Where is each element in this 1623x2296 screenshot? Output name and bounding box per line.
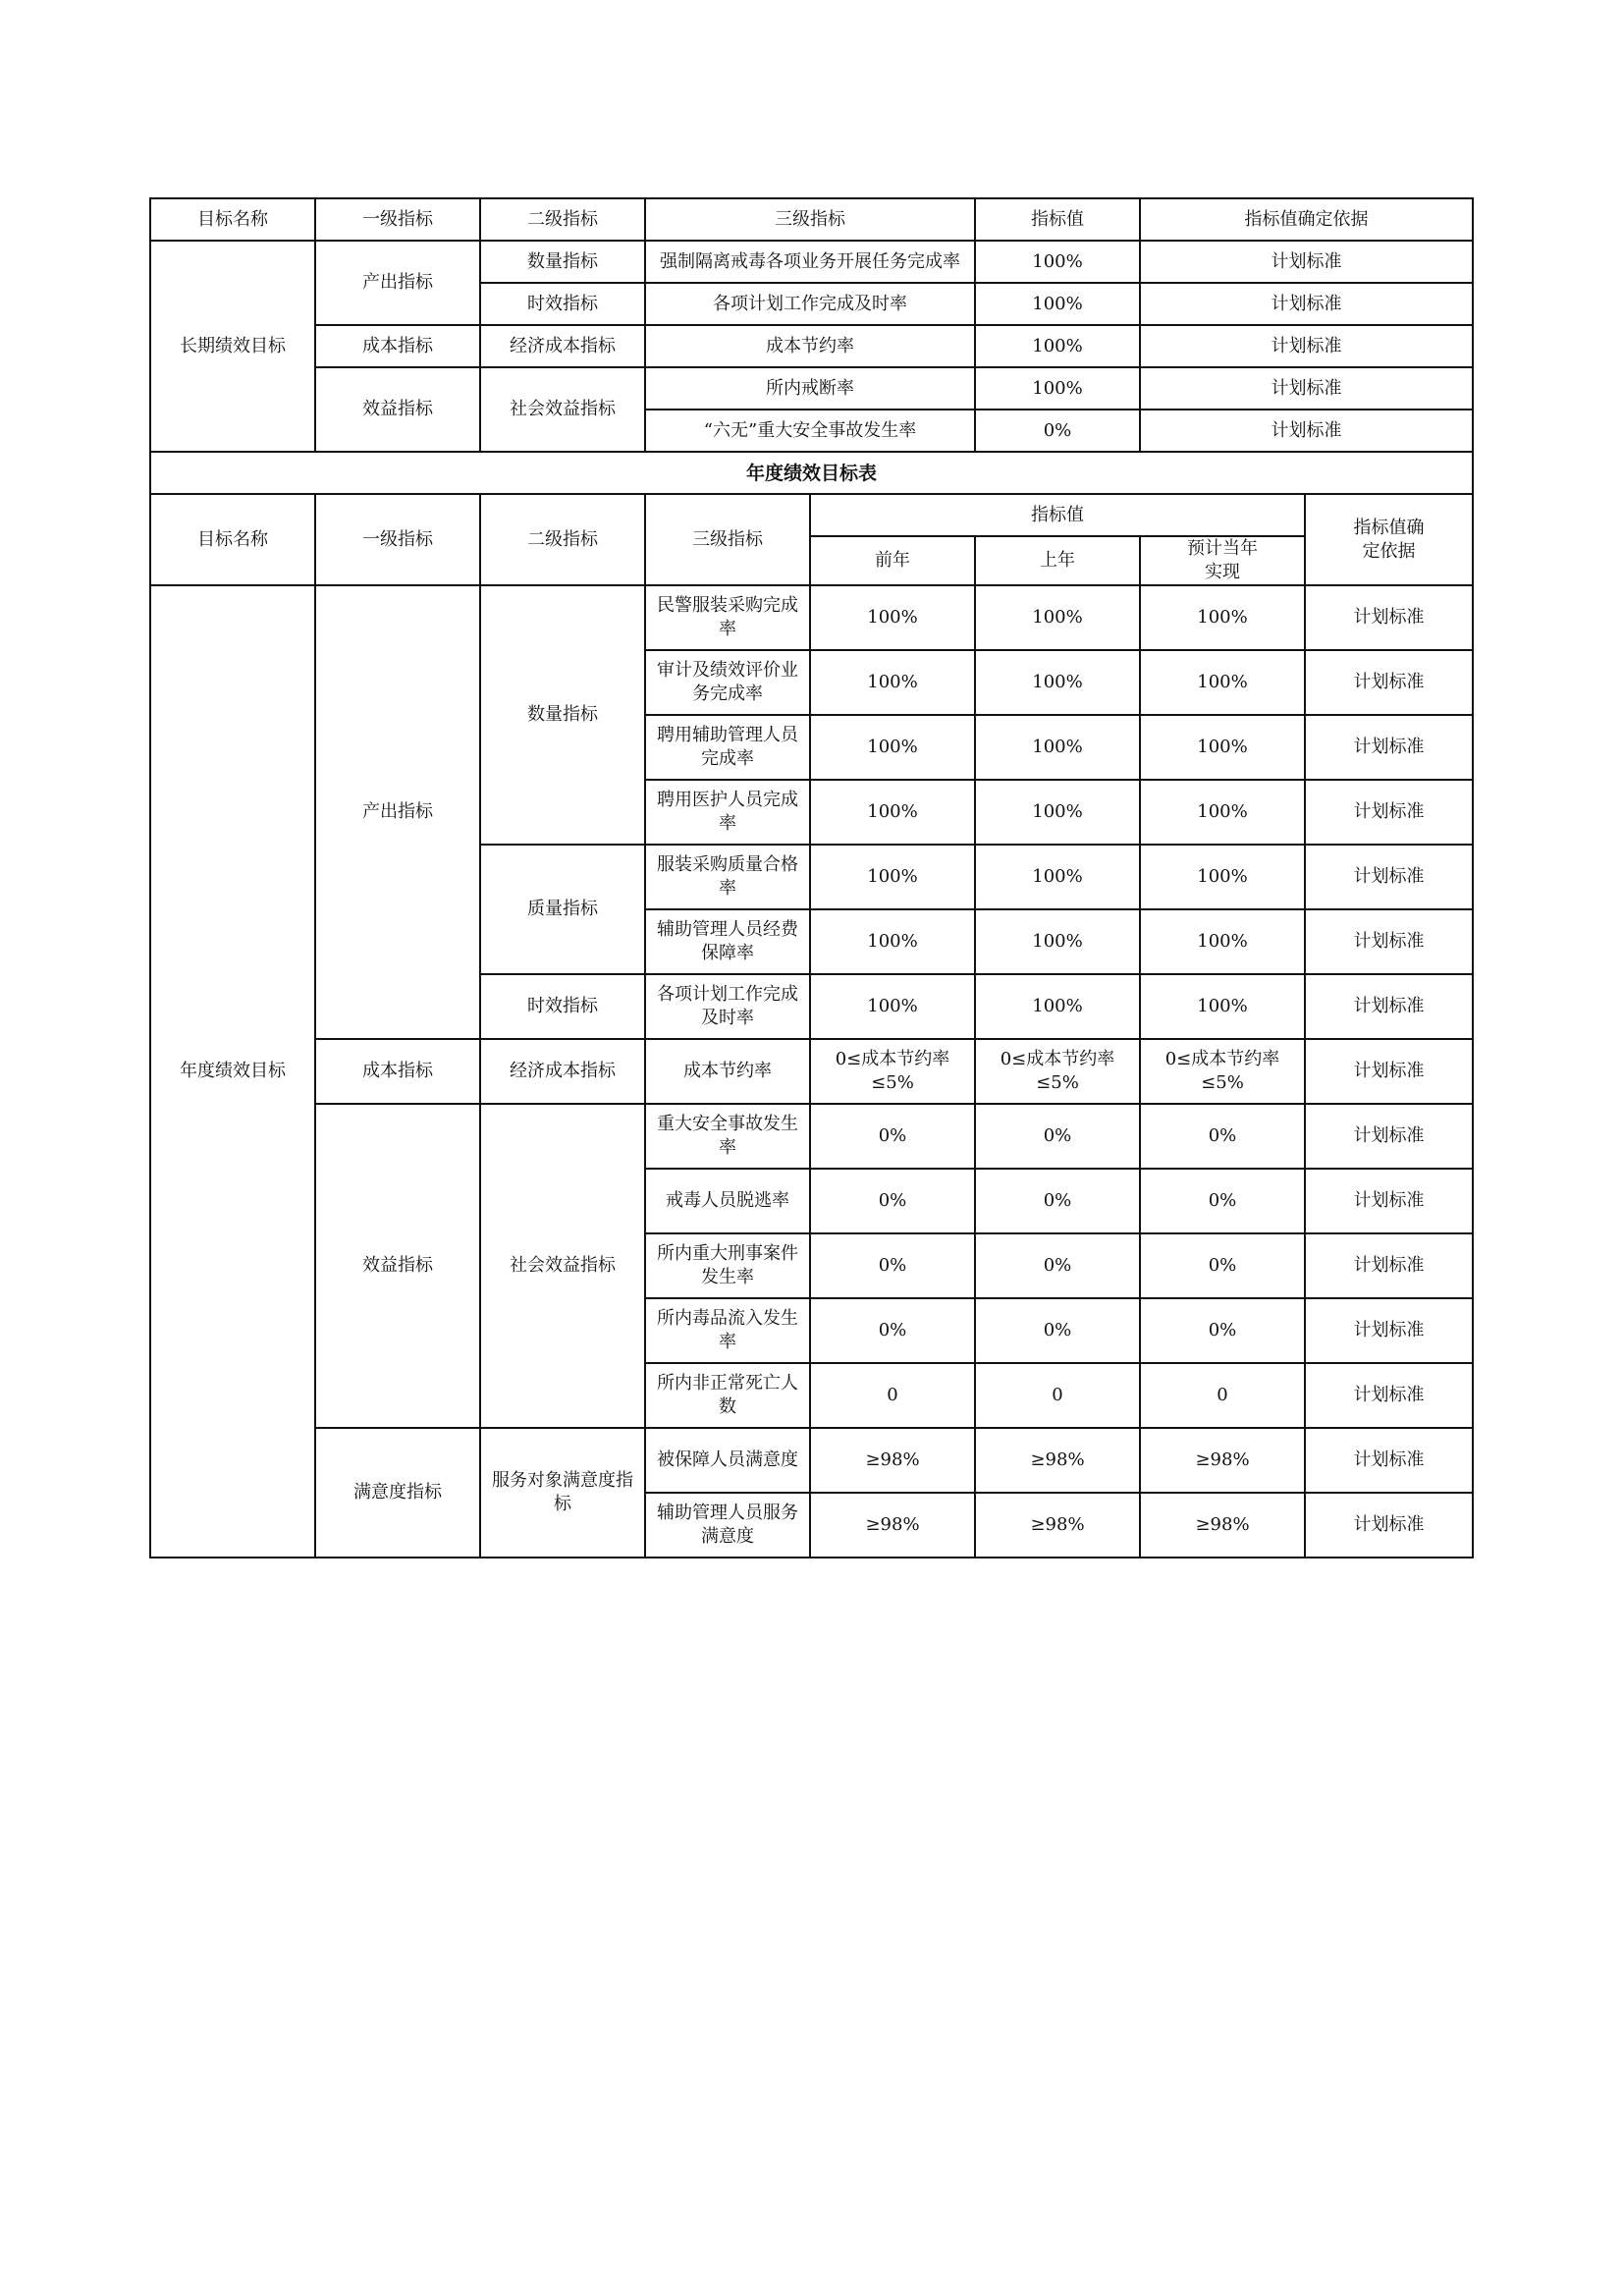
basis-cell: 计划标准 [1140,241,1473,283]
table-row [150,1104,1473,1169]
last-cell: 100% [975,715,1140,780]
basis-cell: 计划标准 [1140,410,1473,452]
table-row [150,1428,1473,1493]
last-cell: 0 [975,1363,1140,1428]
level3-cell: 所内毒品流入发生率 [645,1298,810,1363]
last-cell: 0% [975,1233,1140,1298]
current-cell: 100% [1140,715,1305,780]
annual-header-row [150,494,1473,536]
prev-cell: 100% [810,974,975,1039]
table-row [150,1039,1473,1104]
value-cell: 100% [975,325,1140,367]
prev-cell: 0≤成本节约率≤5% [810,1039,975,1104]
current-cell: 0% [1140,1104,1305,1169]
annual-goal-label: 年度绩效目标 [150,585,315,1558]
annual-title-row [150,452,1473,494]
level1-cell: 产出指标 [315,585,480,1039]
prev-cell: ≥98% [810,1428,975,1493]
last-cell: ≥98% [975,1428,1140,1493]
value-cell: 100% [975,283,1140,325]
header-level3: 三级指标 [645,198,975,241]
level3-cell: 被保障人员满意度 [645,1428,810,1493]
header-current-year: 预计当年实现 [1140,536,1305,585]
basis-cell: 计划标准 [1305,1428,1473,1493]
level2-cell: 社会效益指标 [480,367,645,452]
level3-cell: 戒毒人员脱逃率 [645,1169,810,1233]
level3-cell: 服装采购质量合格率 [645,845,810,909]
prev-cell: ≥98% [810,1493,975,1558]
basis-cell: 计划标准 [1305,1039,1473,1104]
level3-cell: 审计及绩效评价业务完成率 [645,650,810,715]
long-term-section [150,198,1473,494]
current-cell: 0% [1140,1298,1305,1363]
basis-cell: 计划标准 [1305,1233,1473,1298]
level2-cell: 服务对象满意度指标 [480,1428,645,1558]
last-cell: 100% [975,650,1140,715]
annual-section [150,494,1473,1558]
level1-cell: 效益指标 [315,367,480,452]
prev-cell: 100% [810,585,975,650]
last-cell: 100% [975,845,1140,909]
performance-goals-table [149,197,1474,1558]
basis-cell: 计划标准 [1305,650,1473,715]
value-cell: 0% [975,410,1140,452]
level3-cell: 辅助管理人员经费保障率 [645,909,810,974]
level3-cell: 所内戒断率 [645,367,975,410]
level3-cell: 所内非正常死亡人数 [645,1363,810,1428]
basis-cell: 计划标准 [1305,909,1473,974]
level1-cell: 产出指标 [315,241,480,325]
header-goal-name: 目标名称 [150,198,315,241]
prev-cell: 0% [810,1169,975,1233]
level3-cell: 聘用医护人员完成率 [645,780,810,845]
prev-cell: 0 [810,1363,975,1428]
level1-cell: 成本指标 [315,1039,480,1104]
prev-cell: 100% [810,845,975,909]
basis-cell: 计划标准 [1305,1363,1473,1428]
level1-cell: 满意度指标 [315,1428,480,1558]
last-cell: 0% [975,1104,1140,1169]
level1-cell: 成本指标 [315,325,480,367]
level3-cell: 聘用辅助管理人员完成率 [645,715,810,780]
current-cell: 0 [1140,1363,1305,1428]
header-value: 指标值 [975,198,1140,241]
header-prev-year: 前年 [810,536,975,585]
basis-cell: 计划标准 [1305,1298,1473,1363]
level3-cell: 强制隔离戒毒各项业务开展任务完成率 [645,241,975,283]
value-cell: 100% [975,241,1140,283]
basis-cell: 计划标准 [1305,1493,1473,1558]
last-cell: 0% [975,1169,1140,1233]
current-cell: 100% [1140,909,1305,974]
table-row [150,367,1473,410]
basis-cell: 计划标准 [1305,974,1473,1039]
current-cell: 100% [1140,780,1305,845]
table-row [150,325,1473,367]
level3-cell: “六无”重大安全事故发生率 [645,410,975,452]
level2-cell: 数量指标 [480,241,645,283]
header-basis: 指标值确定依据 [1140,198,1473,241]
last-cell: 100% [975,780,1140,845]
prev-cell: 100% [810,780,975,845]
header-level1: 一级指标 [315,494,480,585]
level3-cell: 民警服装采购完成率 [645,585,810,650]
long-term-header-row [150,198,1473,241]
level3-cell: 所内重大刑事案件发生率 [645,1233,810,1298]
level2-cell: 经济成本指标 [480,325,645,367]
prev-cell: 100% [810,715,975,780]
basis-cell: 计划标准 [1140,325,1473,367]
basis-cell: 计划标准 [1305,780,1473,845]
current-cell: 100% [1140,974,1305,1039]
level3-cell: 各项计划工作完成及时率 [645,283,975,325]
last-cell: 100% [975,974,1140,1039]
last-cell: 0% [975,1298,1140,1363]
level2-cell: 质量指标 [480,845,645,974]
header-basis: 指标值确定依据 [1305,494,1473,585]
current-cell: 100% [1140,585,1305,650]
last-cell: 0≤成本节约率≤5% [975,1039,1140,1104]
value-cell: 100% [975,367,1140,410]
header-level2: 二级指标 [480,198,645,241]
level3-cell: 辅助管理人员服务满意度 [645,1493,810,1558]
current-cell: 0% [1140,1169,1305,1233]
basis-cell: 计划标准 [1305,585,1473,650]
prev-cell: 0% [810,1104,975,1169]
level2-cell: 时效指标 [480,283,645,325]
level2-cell: 经济成本指标 [480,1039,645,1104]
current-cell: 0≤成本节约率≤5% [1140,1039,1305,1104]
prev-cell: 100% [810,650,975,715]
level3-cell: 重大安全事故发生率 [645,1104,810,1169]
current-cell: 0% [1140,1233,1305,1298]
last-cell: ≥98% [975,1493,1140,1558]
header-level3: 三级指标 [645,494,810,585]
level3-cell: 成本节约率 [645,325,975,367]
basis-cell: 计划标准 [1305,1104,1473,1169]
level2-cell: 数量指标 [480,585,645,845]
current-cell: 100% [1140,650,1305,715]
last-cell: 100% [975,585,1140,650]
last-cell: 100% [975,909,1140,974]
section-title: 年度绩效目标表 [150,452,1473,494]
prev-cell: 100% [810,909,975,974]
level2-cell: 社会效益指标 [480,1104,645,1428]
level3-cell: 成本节约率 [645,1039,810,1104]
prev-cell: 0% [810,1298,975,1363]
level3-cell: 各项计划工作完成及时率 [645,974,810,1039]
current-cell: ≥98% [1140,1428,1305,1493]
header-level2: 二级指标 [480,494,645,585]
basis-cell: 计划标准 [1305,845,1473,909]
current-cell: ≥98% [1140,1493,1305,1558]
basis-cell: 计划标准 [1305,715,1473,780]
basis-cell: 计划标准 [1305,1169,1473,1233]
level2-cell: 时效指标 [480,974,645,1039]
header-value: 指标值 [810,494,1305,536]
prev-cell: 0% [810,1233,975,1298]
current-cell: 100% [1140,845,1305,909]
long-term-goal-label: 长期绩效目标 [150,241,315,452]
header-last-year: 上年 [975,536,1140,585]
basis-cell: 计划标准 [1140,367,1473,410]
header-level1: 一级指标 [315,198,480,241]
table-row [150,585,1473,650]
table-row [150,241,1473,283]
header-goal-name: 目标名称 [150,494,315,585]
level1-cell: 效益指标 [315,1104,480,1428]
basis-cell: 计划标准 [1140,283,1473,325]
